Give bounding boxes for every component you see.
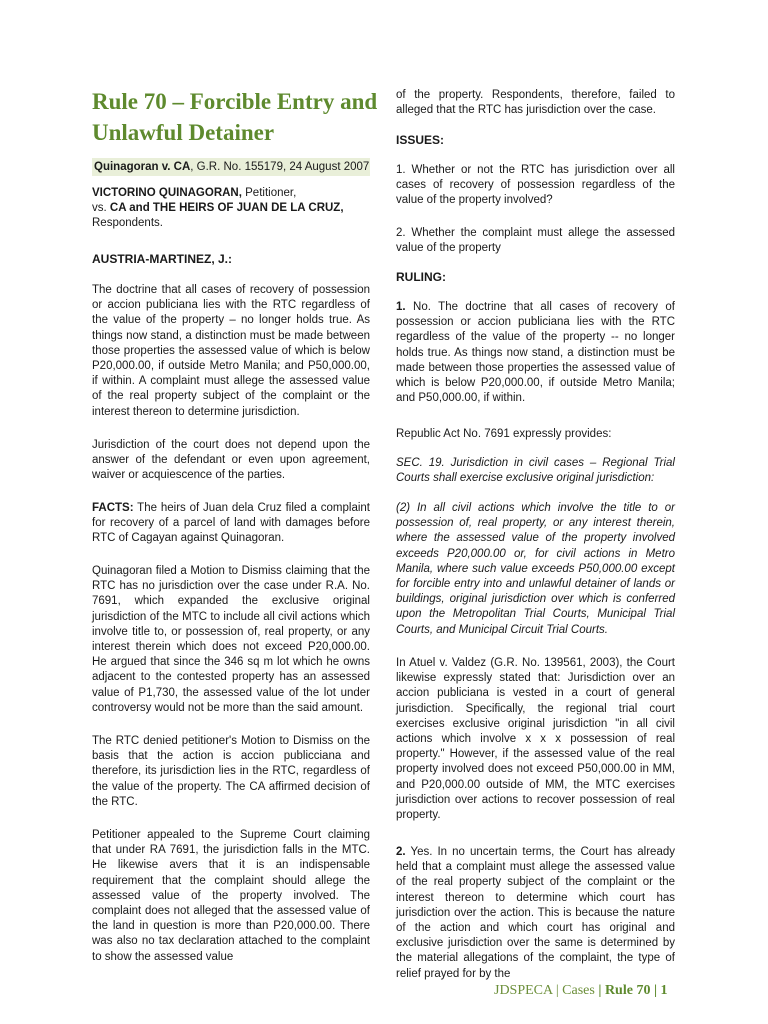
- facts-paragraph-1: [92, 501, 370, 547]
- ruling-1-number: 1.: [396, 301, 406, 313]
- facts-paragraph-4: Petitioner appealed to the Supreme Court claiming that under RA 7691, the jurisdiction falls in the MTC. He likewise avers that it is an indispensable requirement that the complaint should allege the assessed value of the property involved. The complaint does not alleged that the assessed value of the land in question is more than P20,000.00. There was also no tax declaration attached to the complaint to show the assessed value: [92, 829, 370, 963]
- respondent-role: Respondents.: [92, 217, 163, 230]
- page-title: Rule 70 – Forcible Entry and Unlawful Detainer: [92, 89, 378, 145]
- footer-separator: |: [552, 983, 563, 998]
- facts-paragraph-3: The RTC denied petitioner's Motion to Dismiss on the basis that the action is accion publicciana and therefore, its jurisdiction lies in the RTC, regardless of the value of the property. The CA affirmed decision of the RTC.: [92, 735, 370, 808]
- footer-separator: |: [650, 983, 661, 998]
- ruling-1: [396, 300, 675, 406]
- ponente: AUSTRIA-MARTINEZ, J.:: [92, 252, 232, 266]
- issue-2: 2. Whether the complaint must allege the assessed value of the property: [396, 227, 675, 255]
- sec19-heading: SEC. 19. Jurisdiction in civil cases – Regional Trial Courts shall exercise exclusive original jurisdiction:: [396, 457, 675, 485]
- ruling-2-text: Yes. In no uncertain terms, the Court has already held that a complaint must allege the assessed value of the real property subject of the complaint or the interest thereon to determine which court has jurisdiction over the action. This is because the nature of the action and which court has original and exclusive jurisdiction over the same is determined by the material allegations of the complaint, the type of relief prayed for by the: [396, 846, 675, 980]
- facts-continuation: of the property. Respondents, therefore, failed to alleged that the RTC has jurisdiction over the case.: [396, 89, 675, 117]
- footer-section: Cases: [562, 983, 595, 998]
- issues-heading: ISSUES:: [396, 133, 445, 147]
- footer-org: JDSPECA: [494, 983, 553, 998]
- respondent-name: CA and THE HEIRS OF JUAN DE LA CRUZ,: [109, 202, 344, 215]
- doctrine-paragraph-2: Jurisdiction of the court does not depend upon the answer of the defendant or even upon agreement, waiver or acquiescence of the parties.: [92, 439, 370, 482]
- case-name: Quinagoran v. CA: [94, 161, 191, 173]
- doctrine-paragraph-1: The doctrine that all cases of recovery of possession or accion publiciana lies with the RTC regardless of the value of the property – no longer holds true. As things now stand, a distinction must be made between those properties the assessed value of which is below P20,000.00, if outside Metro Manila; and P50,000.00, if within. A complaint must allege the assessed value of the real property subject of the complaint or the interest thereon to determine jurisdiction.: [92, 284, 370, 418]
- facts-text-1: The heirs of Juan dela Cruz filed a complaint for recovery of a parcel of land with damages before RTC of Cagayan against Quinagoran.: [92, 502, 370, 545]
- issue-1: 1. Whether or not the RTC has jurisdiction over all cases of recovery of possession regardless of the value of the property involved?: [396, 164, 675, 207]
- facts-paragraph-2: Quinagoran filed a Motion to Dismiss claiming that the RTC has no jurisdiction over the case under R.A. No. 7691, which expanded the exclusive original jurisdiction of the MTC to include all civil actions which involve title to, or possession of, real property, or any interest therein which does not exceed P20,000.00. He argued that since the 346 sq m lot which he owns adjacent to the contested property has an assessed value of P1,730, the assessed value of the lot under controversy would not be more than the said amount.: [92, 565, 370, 714]
- ruling-2: [396, 845, 675, 982]
- case-citation-bar: [92, 158, 370, 176]
- versus-label: vs.: [92, 202, 110, 215]
- ruling-2-number: 2.: [396, 846, 406, 858]
- footer-rule: Rule 70: [604, 983, 651, 998]
- petitioner-role: Petitioner,: [241, 187, 297, 199]
- petitioner-name: VICTORINO QUINAGORAN,: [92, 187, 242, 199]
- ruling-heading: RULING:: [396, 270, 446, 284]
- atuel-paragraph: In Atuel v. Valdez (G.R. No. 139561, 2003), the Court likewise expressly stated that: Jurisdiction over an accion publiciana is vested in a court of general jurisdiction. Specifically, the regional trial court exercises exclusive original jurisdiction "in all civil actions which involve x x x possession of real property." However, if the assessed value of the real property involved does not exceed P50,000.00 in MM, and P20,000.00 outside of MM, the MTC exercises jurisdiction over actions to recover possession of real property.: [396, 657, 675, 822]
- ra-intro: Republic Act No. 7691 expressly provides:: [396, 428, 612, 440]
- facts-label: FACTS:: [92, 502, 134, 514]
- page-footer: [494, 983, 694, 999]
- footer-separator: |: [594, 983, 605, 998]
- footer-page-number: 1: [660, 983, 668, 998]
- parties-block: [92, 186, 370, 232]
- sec19-paragraph-2: (2) In all civil actions which involve the title to or possession of, real property, or any interest therein, where the assessed value of the property involved exceeds P20,000.00 or, for civil actions in Metro Manila, where such value exceeds P50,000.00 except for forcible entry into and unlawful detainer of lands or buildings, original jurisdiction over which is conferred upon the Metropolitan Trial Courts, Municipal Trial Courts, and Municipal Circuit Trial Courts.: [396, 502, 675, 636]
- case-citation: , G.R. No. 155179, 24 August 2007: [190, 161, 370, 173]
- ruling-1-text: No. The doctrine that all cases of recovery of possession or accion publiciana lies with the RTC regardless of the value of the property -- no longer holds true. As things now stand, a distinction must be made between those properties the assessed value of which is below P20,000.00, if outside Metro Manila; and P50,000.00, if within.: [396, 301, 675, 405]
